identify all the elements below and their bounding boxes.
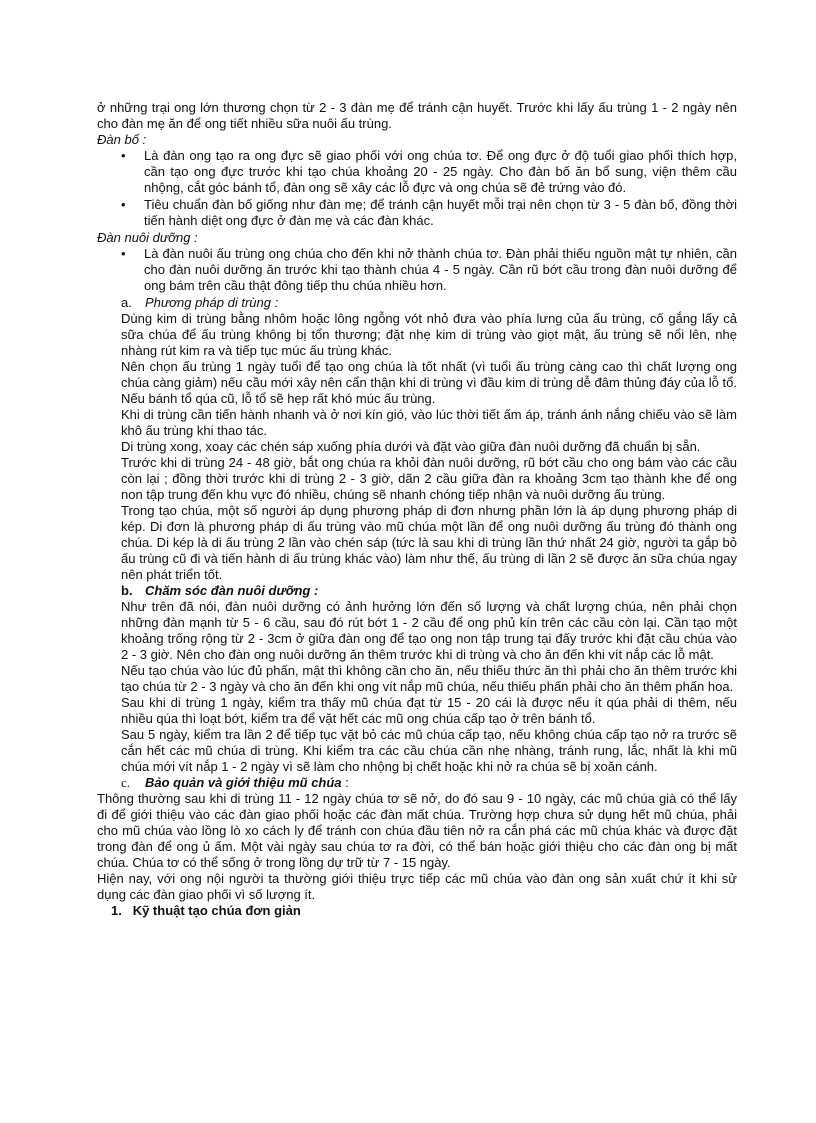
paragraph: Hiện nay, với ong nội người ta thường giới thiệu trực tiếp các mũ chúa vào đàn ong sản xuất chứ ít khi sử dụng các đàn giao phối vì số lượng ít.	[97, 871, 737, 902]
heading-1-title: Kỹ thuật tạo chúa đơn giản	[132, 903, 301, 918]
paragraph: Di trùng xong, xoay các chén sáp xuống phía dưới và đặt vào giữa đàn nuôi dưỡng đã chuẩn bị sẵn.	[121, 439, 701, 454]
paragraph: Sau 5 ngày, kiểm tra lần 2 để tiếp tục vặt bỏ các mũ chúa cấp tạo, nếu không chúa cấp tạo nở ra trước sẽ cắn hết các mũ chúa di trùng. Khi kiểm tra các cầu chúa cần nhẹ nhàng, tránh rung, lắc, nhất là khi mũ chúa mới vít nắp 1 - 2 ngày vì sẽ làm cho nhộng bị chết hoặc khi nở ra chúa sẽ bị xoăn cánh.	[121, 727, 737, 774]
list-item: • Là đàn ong tạo ra ong đực sẽ giao phối với ong chúa tơ. Để ong đực ở độ tuổi giao phối thích hợp, cần tạo ong đực trước khi tạo chúa khoảng 20 - 25 ngày. Cho đàn bố ăn bổ sung, viện thêm cầu nhộng, cắt góc bánh tổ, đàn ong sẽ xây các lỗ đực và ong chúa sẽ đẻ trứng vào đó.	[121, 148, 737, 195]
section-a-heading	[121, 295, 737, 311]
list-item: • Tiêu chuẩn đàn bố giống như đàn mẹ; để tránh cận huyết mỗi trại nên chọn từ 3 - 5 đàn bố, đồng thời tiến hành diệt ong đực ở đàn mẹ và các đàn khác.	[121, 197, 737, 228]
paragraph: Nên chọn ấu trùng 1 ngày tuổi để tạo ong chúa là tốt nhất (vì tuổi ấu trùng càng cao thì chất lượng ong chúa càng giảm) nếu cầu mới xây nên cẩn thận khi di trùng vì đầu kim di trùng dễ đâm thủng đáy của lỗ tổ. Nếu bánh tổ qúa cũ, lỗ tổ sẽ hẹp rất khó múc ấu trùng.	[121, 359, 737, 406]
paragraph: Dùng kim di trùng bằng nhôm hoặc lông ngỗng vót nhỏ đưa vào phía lưng của ấu trùng, cố gắng lấy cả sữa chúa để ấu trùng không bị tổn thương; đặt nhẹ kim di trùng vào giọt mật, ấu trùng sẽ nổi lên, nhẹ nhàng rút kim ra và tiếp tục múc ấu trùng khác.	[121, 311, 737, 358]
section-c-heading	[121, 775, 737, 791]
bullet-icon: •	[121, 246, 126, 261]
section-b-title: Chăm sóc đàn nuôi dưỡng :	[145, 583, 319, 598]
paragraph: Sau khi di trùng 1 ngày, kiểm tra thấy mũ chúa đạt từ 15 - 20 cái là được nếu ít qúa phải di thêm, nếu nhiều qúa thì loạt bớt, kiểm tra để vặt hết các mũ ong chúa cấp tạo ở trên bánh tổ.	[121, 695, 737, 726]
section-a-mark: a.	[121, 295, 132, 310]
bullet-icon: •	[121, 197, 126, 212]
paragraph: Thông thường sau khi di trùng 11 - 12 ngày chúa tơ sẽ nở, do đó sau 9 - 10 ngày, các mũ chúa già có thể lấy đi để giới thiệu vào các đàn giao phối hoặc các đàn mất chúa. Trường hợp chưa sử dụng hết mũ chúa, phải cho mũ chúa vào lồng lò xo cách ly để tránh con chúa đầu tiên nở ra cắn phá các mũ chúa khác và được đặt trong đàn để ong ủ ấm. Một vài ngày sau chúa tơ ra đời, có thể bán hoặc giới thiệu cho các đàn ong bị mất chúa. Chúa tơ có thể sống ở trong lồng dự trữ từ 7 - 15 ngày.	[97, 791, 737, 870]
section-c-title: Bảo quản và giới thiệu mũ chúa	[145, 775, 342, 790]
section-b-heading	[121, 583, 737, 599]
dan-nuoi-duong-heading: Đàn nuôi dưỡng :	[97, 230, 198, 245]
paragraph: Khi di trùng cần tiến hành nhanh và ở nơi kín gió, vào lúc thời tiết ấm áp, tránh ánh nắng chiếu vào sẽ làm khô ấu trùng khi thao tác.	[121, 407, 737, 438]
document-page	[97, 100, 737, 919]
section-c-mark: c.	[121, 775, 131, 790]
section-c-suffix: :	[341, 775, 349, 790]
dan-bo-list	[97, 148, 737, 229]
dan-bo-heading: Đàn bố :	[97, 132, 147, 147]
paragraph: Nếu tạo chúa vào lúc đủ phấn, mật thì không cần cho ăn, nếu thiếu thức ăn thì phải cho ăn thêm trước khi tạo chúa từ 2 - 3 ngày và cho ăn đến khi ong vít nắp mũ chúa, nếu thiếu phấn phải cho ăn thêm phấn hoa.	[121, 663, 737, 694]
heading-1-mark: 1.	[111, 903, 122, 918]
paragraph: Trong tạo chúa, một số người áp dụng phương pháp di đơn nhưng phần lớn là áp dụng phương pháp di kép. Di đơn là phương pháp di ấu trùng vào mũ chúa một lần để ong nuôi dưỡng ấu trùng đó thành ong chúa. Di kép là di ấu trùng 2 lần vào chén sáp (tức là sau khi di trùng lần thứ nhất 24 giờ, người ta gắp bỏ ấu trùng cũ đi và tiến hành di ấu trùng khác vào) làm như thế, ấu trùng di lần 2 sẽ được ăn sữa chúa ngay nên phát triển tốt.	[121, 503, 737, 582]
section-a	[121, 295, 737, 583]
section-a-title: Phương pháp di trùng :	[145, 295, 279, 310]
section-b-mark: b.	[121, 583, 133, 598]
bullet-icon: •	[121, 148, 126, 163]
intro-paragraph: ở những trại ong lớn thương chọn từ 2 - 3 đàn mẹ để tránh cận huyết. Trước khi lấy ấu trùng 1 - 2 ngày nên cho đàn mẹ ăn để ong tiết nhiều sữa nuôi ấu trùng.	[97, 100, 737, 131]
paragraph: Trước khi di trùng 24 - 48 giờ, bắt ong chúa ra khỏi đàn nuôi dưỡng, rũ bớt cầu cho ong bám vào các cầu còn lại ; đồng thời trước khi di trùng 2 - 3 giờ, dãn 2 cầu giữa đàn ra khoảng 3cm tạo thành khe để ong non tập trung đến khu vực đó nhiều, chúng sẽ nhanh chóng tiếp nhận và nuôi dưỡng ấu trùng.	[121, 455, 737, 502]
paragraph: Như trên đã nói, đàn nuôi dưỡng có ảnh hưởng lớn đến số lượng và chất lượng chúa, nên phải chọn những đàn mạnh từ 5 - 6 cầu, sau đó rút bớt 1 - 2 cầu để ong phủ kín trên các cầu còn lại. Cần tạo một khoảng trống rộng từ 2 - 3cm ở giữa đàn ong để tạo ong non tập trung tại đấy trước khi đặt cầu chúa vào 2 - 3 giờ. Nên cho đàn ong nuôi dưỡng ăn thêm trước khi di trùng và cho ăn đến khi vít nắp các lỗ mật.	[121, 599, 737, 662]
list-item: • Là đàn nuôi ấu trùng ong chúa cho đến khi nở thành chúa tơ. Đàn phải thiếu nguồn mật tự nhiên, cần cho đàn nuôi dưỡng ăn trước khi tạo thành chúa 4 - 5 ngày. Cần rũ bớt cầu trong đàn nuôi dưỡng để ong bám trên cầu thật đông tiếp thu chúa nhiều hơn.	[121, 246, 737, 293]
section-b	[121, 583, 737, 775]
dan-nuoi-duong-list	[97, 246, 737, 294]
heading-1	[97, 903, 737, 919]
